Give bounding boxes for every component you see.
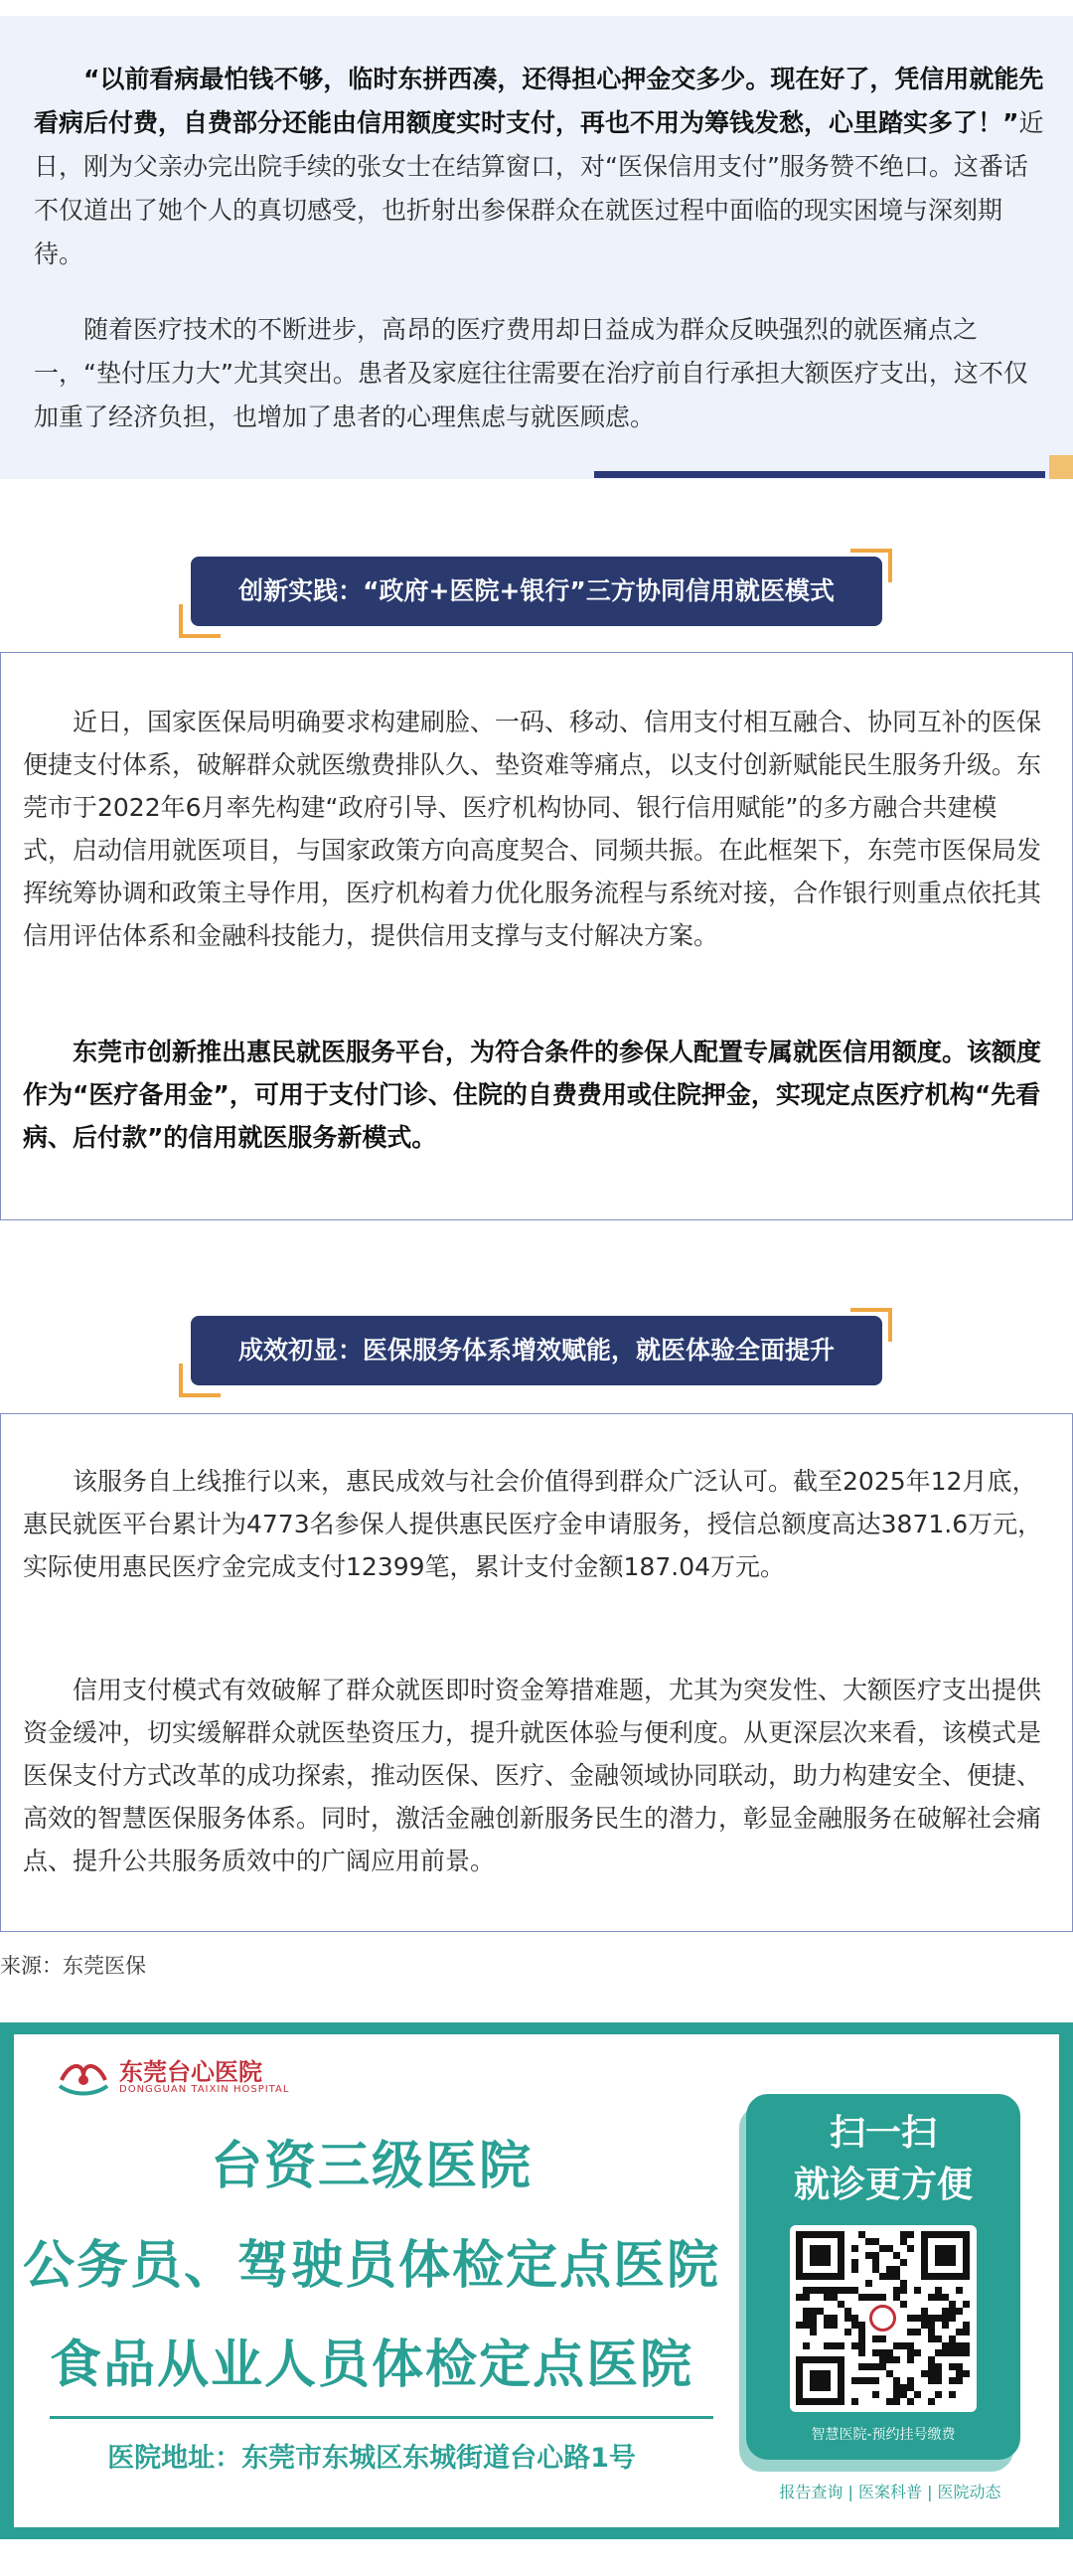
- hospital-logo-subtitle: DONGGUAN TAIXIN HOSPITAL: [119, 2084, 290, 2095]
- section-1-heading-block: [0, 549, 1073, 638]
- ad-line-3: 食品从业人员体检定点医院: [49, 2335, 693, 2395]
- ad-divider: [50, 2416, 713, 2419]
- section-2-paragraph-2: 信用支付模式有效破解了群众就医即时资金筹措难题，尤其为突发性、大额医疗支出提供资金缓冲，切实缓解群众就医垫资压力，提升就医体验与便利度。从更深层次来看，该模式是医保支付方式改革的成功探索，推动医保、医疗、金融领域协同联动，助力构建安全、便捷、高效的智慧医保服务体系。同时，激活金融创新服务民生的潜力，彰显金融服务在破解社会痛点、提升公共服务质效中的广阔应用前景。: [23, 1676, 1042, 1875]
- section-2-heading: 成效初显：医保服务体系增效赋能，就医体验全面提升: [191, 1316, 882, 1385]
- section-2-heading-block: [0, 1308, 1073, 1397]
- intro-paragraph-1: [34, 58, 1049, 276]
- source-credit: 来源：东莞医保: [0, 1954, 146, 1978]
- ad-line-2: 公务员、驾驶员体检定点医院: [22, 2236, 720, 2296]
- section-2-box: [0, 1413, 1073, 1932]
- intro-divider: [594, 471, 1045, 478]
- hospital-address: 医院地址：东莞市东城区东城街道台心路1号: [107, 2443, 636, 2474]
- section-1-heading: 创新实践：“政府+医院+银行”三方协同信用就医模式: [191, 557, 882, 626]
- qr-code[interactable]: [790, 2225, 977, 2412]
- intro-paragraph-1-rest: 近日，刚为父亲办完出院手续的张女士在结算窗口，对“医保信用支付”服务赞不绝口。这番话不仅道出了她个人的真切感受，也折射出参保群众在就医过程中面临的现实困境与深刻期待。: [34, 108, 1044, 268]
- ad-line-1: 台资三级医院: [210, 2137, 533, 2196]
- hospital-ad-banner[interactable]: [0, 2022, 1073, 2539]
- scan-title-2: 就诊更方便: [793, 2165, 973, 2205]
- ad-content-panel: [14, 2034, 1059, 2527]
- hospital-logo-icon: [56, 2056, 111, 2098]
- section-1-box: [0, 652, 1073, 1220]
- intro-panel: [0, 16, 1073, 479]
- intro-divider-accent: [1049, 455, 1073, 479]
- section-1-paragraph-2: 东莞市创新推出惠民就医服务平台，为符合条件的参保人配置专属就医信用额度。该额度作为“医疗备用金”，可用于支付门诊、住院的自费费用或住院押金，实现定点医疗机构“先看病、后付款”的信用就医服务新模式。: [23, 1038, 1042, 1152]
- hospital-logo-name: 东莞台心医院: [119, 2057, 262, 2086]
- section-2-paragraph-1: 该服务自上线推行以来，惠民成效与社会价值得到群众广泛认可。截至2025年12月底，惠民就医平台累计为4773名参保人提供惠民医疗金申请服务，授信总额度高达3871.6万元，实际使用惠民医疗金完成支付12399笔，累计支付金额187.04万元。: [23, 1467, 1043, 1581]
- scan-card: [746, 2094, 1020, 2460]
- ad-links[interactable]: 报告查询 | 医案科普 | 医院动态: [779, 2483, 1001, 2501]
- qr-caption: 智慧医院-预约挂号缴费: [811, 2427, 956, 2443]
- qr-code-pattern: [790, 2225, 977, 2412]
- intro-quote: “以前看病最怕钱不够，临时东拼西凑，还得担心押金交多少。现在好了，凭信用就能先看病后付费，自费部分还能由信用额度实时支付，再也不用为筹钱发愁，心里踏实多了！”: [34, 65, 1044, 137]
- intro-paragraph-2: 随着医疗技术的不断进步，高昂的医疗费用却日益成为群众反映强烈的就医痛点之一，“垫付压力大”尤其突出。患者及家庭往往需要在治疗前自行承担大额医疗支出，这不仅加重了经济负担，也增加了患者的心理焦虑与就医顾虑。: [34, 315, 1028, 431]
- scan-title-1: 扫一扫: [829, 2113, 937, 2154]
- section-1-paragraph-1: 近日，国家医保局明确要求构建刷脸、一码、移动、信用支付相互融合、协同互补的医保便捷支付体系，破解群众就医缴费排队久、垫资难等痛点，以支付创新赋能民生服务升级。东莞市于2022年6月率先构建“政府引导、医疗机构协同、银行信用赋能”的多方融合共建模式，启动信用就医项目，与国家政策方向高度契合、同频共振。在此框架下，东莞市医保局发挥统筹协调和政策主导作用，医疗机构着力优化服务流程与系统对接，合作银行则重点依托其信用评估体系和金融科技能力，提供信用支撑与支付解决方案。: [23, 708, 1042, 950]
